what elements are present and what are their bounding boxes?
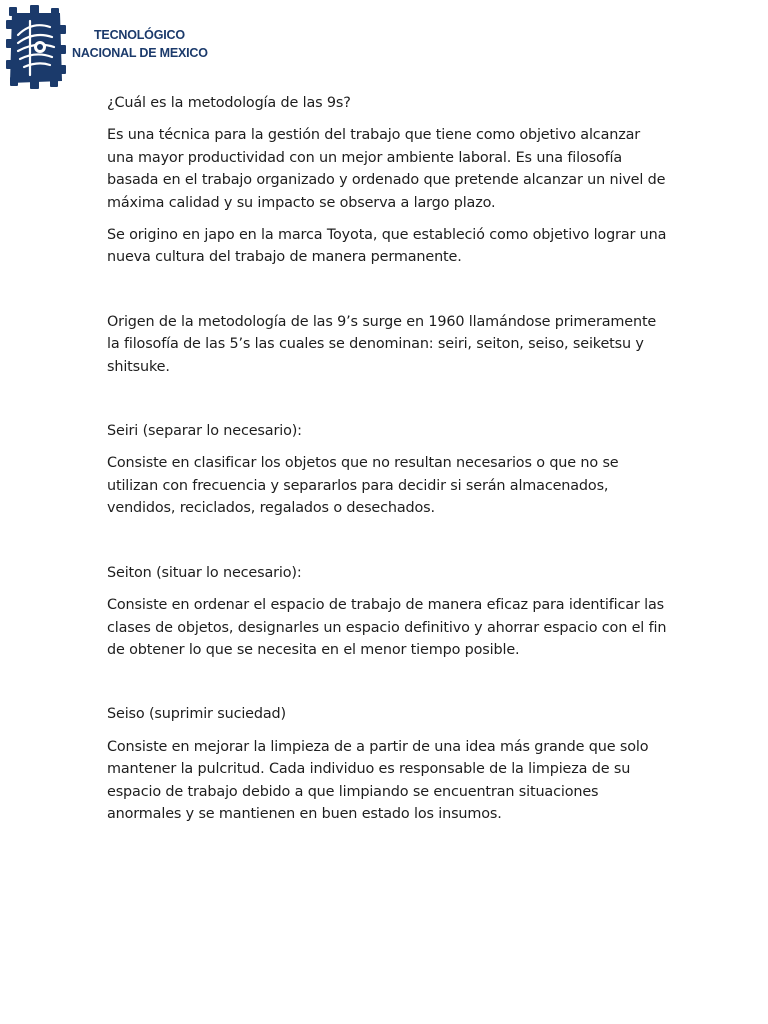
- institution-name-line2: NACIONAL DE MEXICO: [72, 46, 208, 60]
- seiso-paragraph: Consiste en mejorar la limpieza de a partir de una idea más grande que solo mantener la pulcritud. Cada individuo es responsable de la limpieza de su espacio de trabajo debido a que limpiando se encuentran situaciones anormales y se mantienen en buen estado los insumos.: [107, 738, 649, 822]
- question-heading: ¿Cuál es la metodología de las 9s?: [107, 95, 351, 111]
- seiri-heading: Seiri (separar lo necesario):: [107, 423, 302, 440]
- document-header: [6, 4, 208, 90]
- seiton-paragraph: Consiste en ordenar el espacio de trabajo de manera eficaz para identificar las clases de objetos, designarles un espacio definitivo y ahorrar espacio con el fin de obtener lo que se necesita en el menor tiempo posible.: [107, 597, 667, 658]
- institution-name: [72, 26, 208, 62]
- seiso-heading: Seiso (suprimir suciedad): [107, 706, 286, 723]
- document-body: [107, 92, 667, 825]
- institution-name-line1: TECNOLÓGICO: [94, 28, 185, 42]
- origin-history-paragraph: Origen de la metodología de las 9’s surge en 1960 llamándose primeramente la filosofía de las 5’s las cuales se denominan: seiri, seiton, seiso, seiketsu y shitsuke.: [107, 313, 657, 375]
- tecnm-gear-logo-icon: [6, 5, 66, 89]
- seiri-paragraph: Consiste en clasificar los objetos que no resultan necesarios o que no se utilizan con frecuencia y separarlos para decidir si serán almacenados, vendidos, reciclados, regalados o desechados.: [107, 455, 619, 517]
- seiton-heading: Seiton (situar lo necesario):: [107, 564, 302, 581]
- origin-toyota-paragraph: Se origino en japo en la marca Toyota, que estableció como objetivo lograr una nueva cultura del trabajo de manera permanente.: [107, 227, 667, 266]
- definition-paragraph: Es una técnica para la gestión del trabajo que tiene como objetivo alcanzar una mayor productividad con un mejor ambiente laboral. Es una filosofía basada en el trabajo organizado y ordenado que pretende alcanzar un nivel de máxima calidad y su impacto se observa a largo plazo.: [107, 127, 666, 211]
